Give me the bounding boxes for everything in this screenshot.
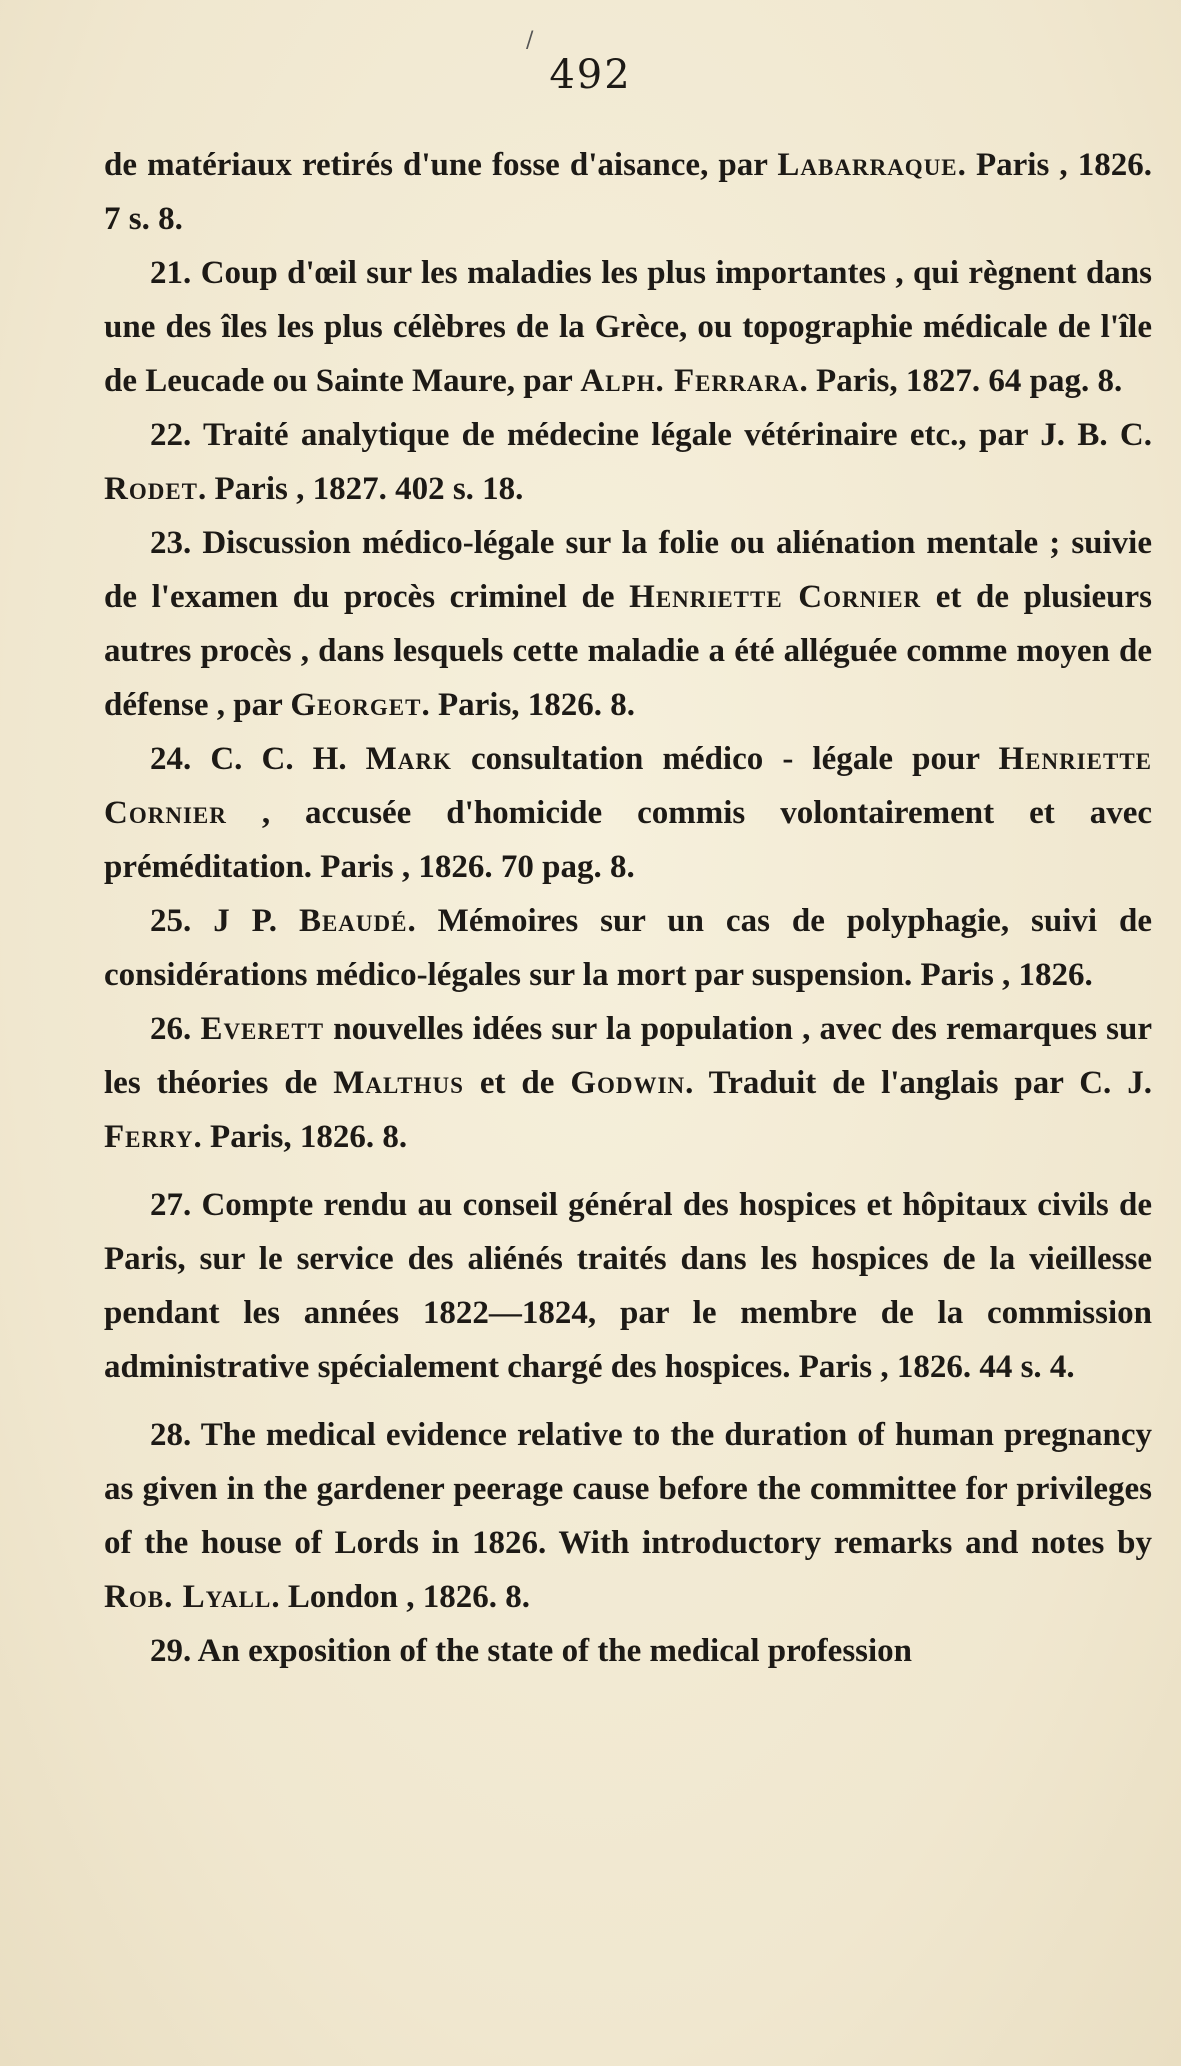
entry-text: nouvelles idées sur la population , avec des remarques sur les théories de [104,1011,1153,1101]
entry-text: . Traduit de l'anglais par C. J. [685,1065,1152,1101]
entry-text: . Mémoires sur un cas de polyphagie, suivi de considérations médico-légales sur la mort par suspension. Paris , 1826. [104,903,1152,993]
entry-text: . Paris, 1827. 64 pag. 8. [799,363,1123,399]
entry-text: 24. C. C. H. [150,741,366,777]
pencil-mark: / [526,28,534,53]
entry-24 [104,732,1152,894]
entry-text: 22. Traité analytique de médecine légale vétérinaire etc., par J. B. C. [150,417,1152,453]
author-name: Ferry [104,1119,194,1155]
author-name: Alph. Ferrara [580,363,800,399]
entry-text: . Paris , 1827. 402 s. 18. [198,471,524,507]
page-body [104,138,1152,1678]
entry-text: 21. Coup d'œil sur les maladies les plus importantes , qui règnent dans une des îles les plus célèbres de la Grèce, ou topographie médicale de l'île de Leucade ou Sainte Maure, par [104,255,1152,399]
author-name: Godwin [570,1065,686,1101]
entry-text: 29. An exposition of the state of the medical profession [150,1633,913,1669]
entry-text: et de [463,1065,571,1101]
page-number: 492 [549,52,632,98]
entry-text: . Paris, 1826. 8. [193,1119,408,1155]
author-name: Labarraque [777,147,958,183]
author-name: Rodet [104,471,199,507]
entry-text: . Paris , 1826. 7 s. 8. [104,147,1152,237]
entry-text: 25. J P. [150,903,299,939]
author-name: Henriette Cornier [629,579,922,615]
author-name: Mark [365,741,452,777]
entry-text: 28. The medical evidence relative to the duration of human pregnancy as given in the gardener peerage cause before the committee for privileges of the house of Lords in 1826. With introductory remarks and notes by [104,1417,1152,1561]
entry-27 [104,1178,1152,1394]
entry-text: 26. [150,1011,201,1047]
entry-text: 23. Discussion médico-légale sur la folie ou aliénation mentale ; suivie de l'examen du procès criminel de [104,525,1152,615]
author-name: Henriette Cornier [104,741,1152,831]
author-name: Georget [290,687,422,723]
entry-22 [104,408,1152,516]
entry-29 [104,1624,1152,1678]
entry-28 [104,1408,1152,1624]
entry-21 [104,246,1152,408]
entry-text: 27. Compte rendu au conseil général des hospices et hôpitaux civils de Paris, sur le service des aliénés traités dans les hospices de la vieillesse pendant les années 1822—1824, par le membre de la commission administrative spécialement chargé des hospices. Paris , 1826. 44 s. 4. [104,1187,1152,1385]
entry-20-continuation [104,138,1152,246]
author-name: Rob. Lyall [104,1579,272,1615]
entry-23 [104,516,1152,732]
entry-25 [104,894,1152,1002]
entry-text: . Paris, 1826. 8. [421,687,636,723]
author-name: Beaudé [298,903,408,939]
entry-text: et de plusieurs autres procès , dans lesquels cette maladie a été alléguée comme moyen de défense , par [104,579,1152,723]
author-name: Everett [200,1011,325,1047]
entry-text: de matériaux retirés d'une fosse d'aisance, par [104,147,778,183]
entry-text: consultation médico - légale pour [451,741,999,777]
entry-26 [104,1002,1152,1164]
entry-text: . London , 1826. 8. [271,1579,530,1615]
entry-text: , accusée d'homicide commis volontairement et avec préméditation. Paris , 1826. 70 pag. 8. [104,795,1152,885]
author-name: Malthus [333,1065,464,1101]
